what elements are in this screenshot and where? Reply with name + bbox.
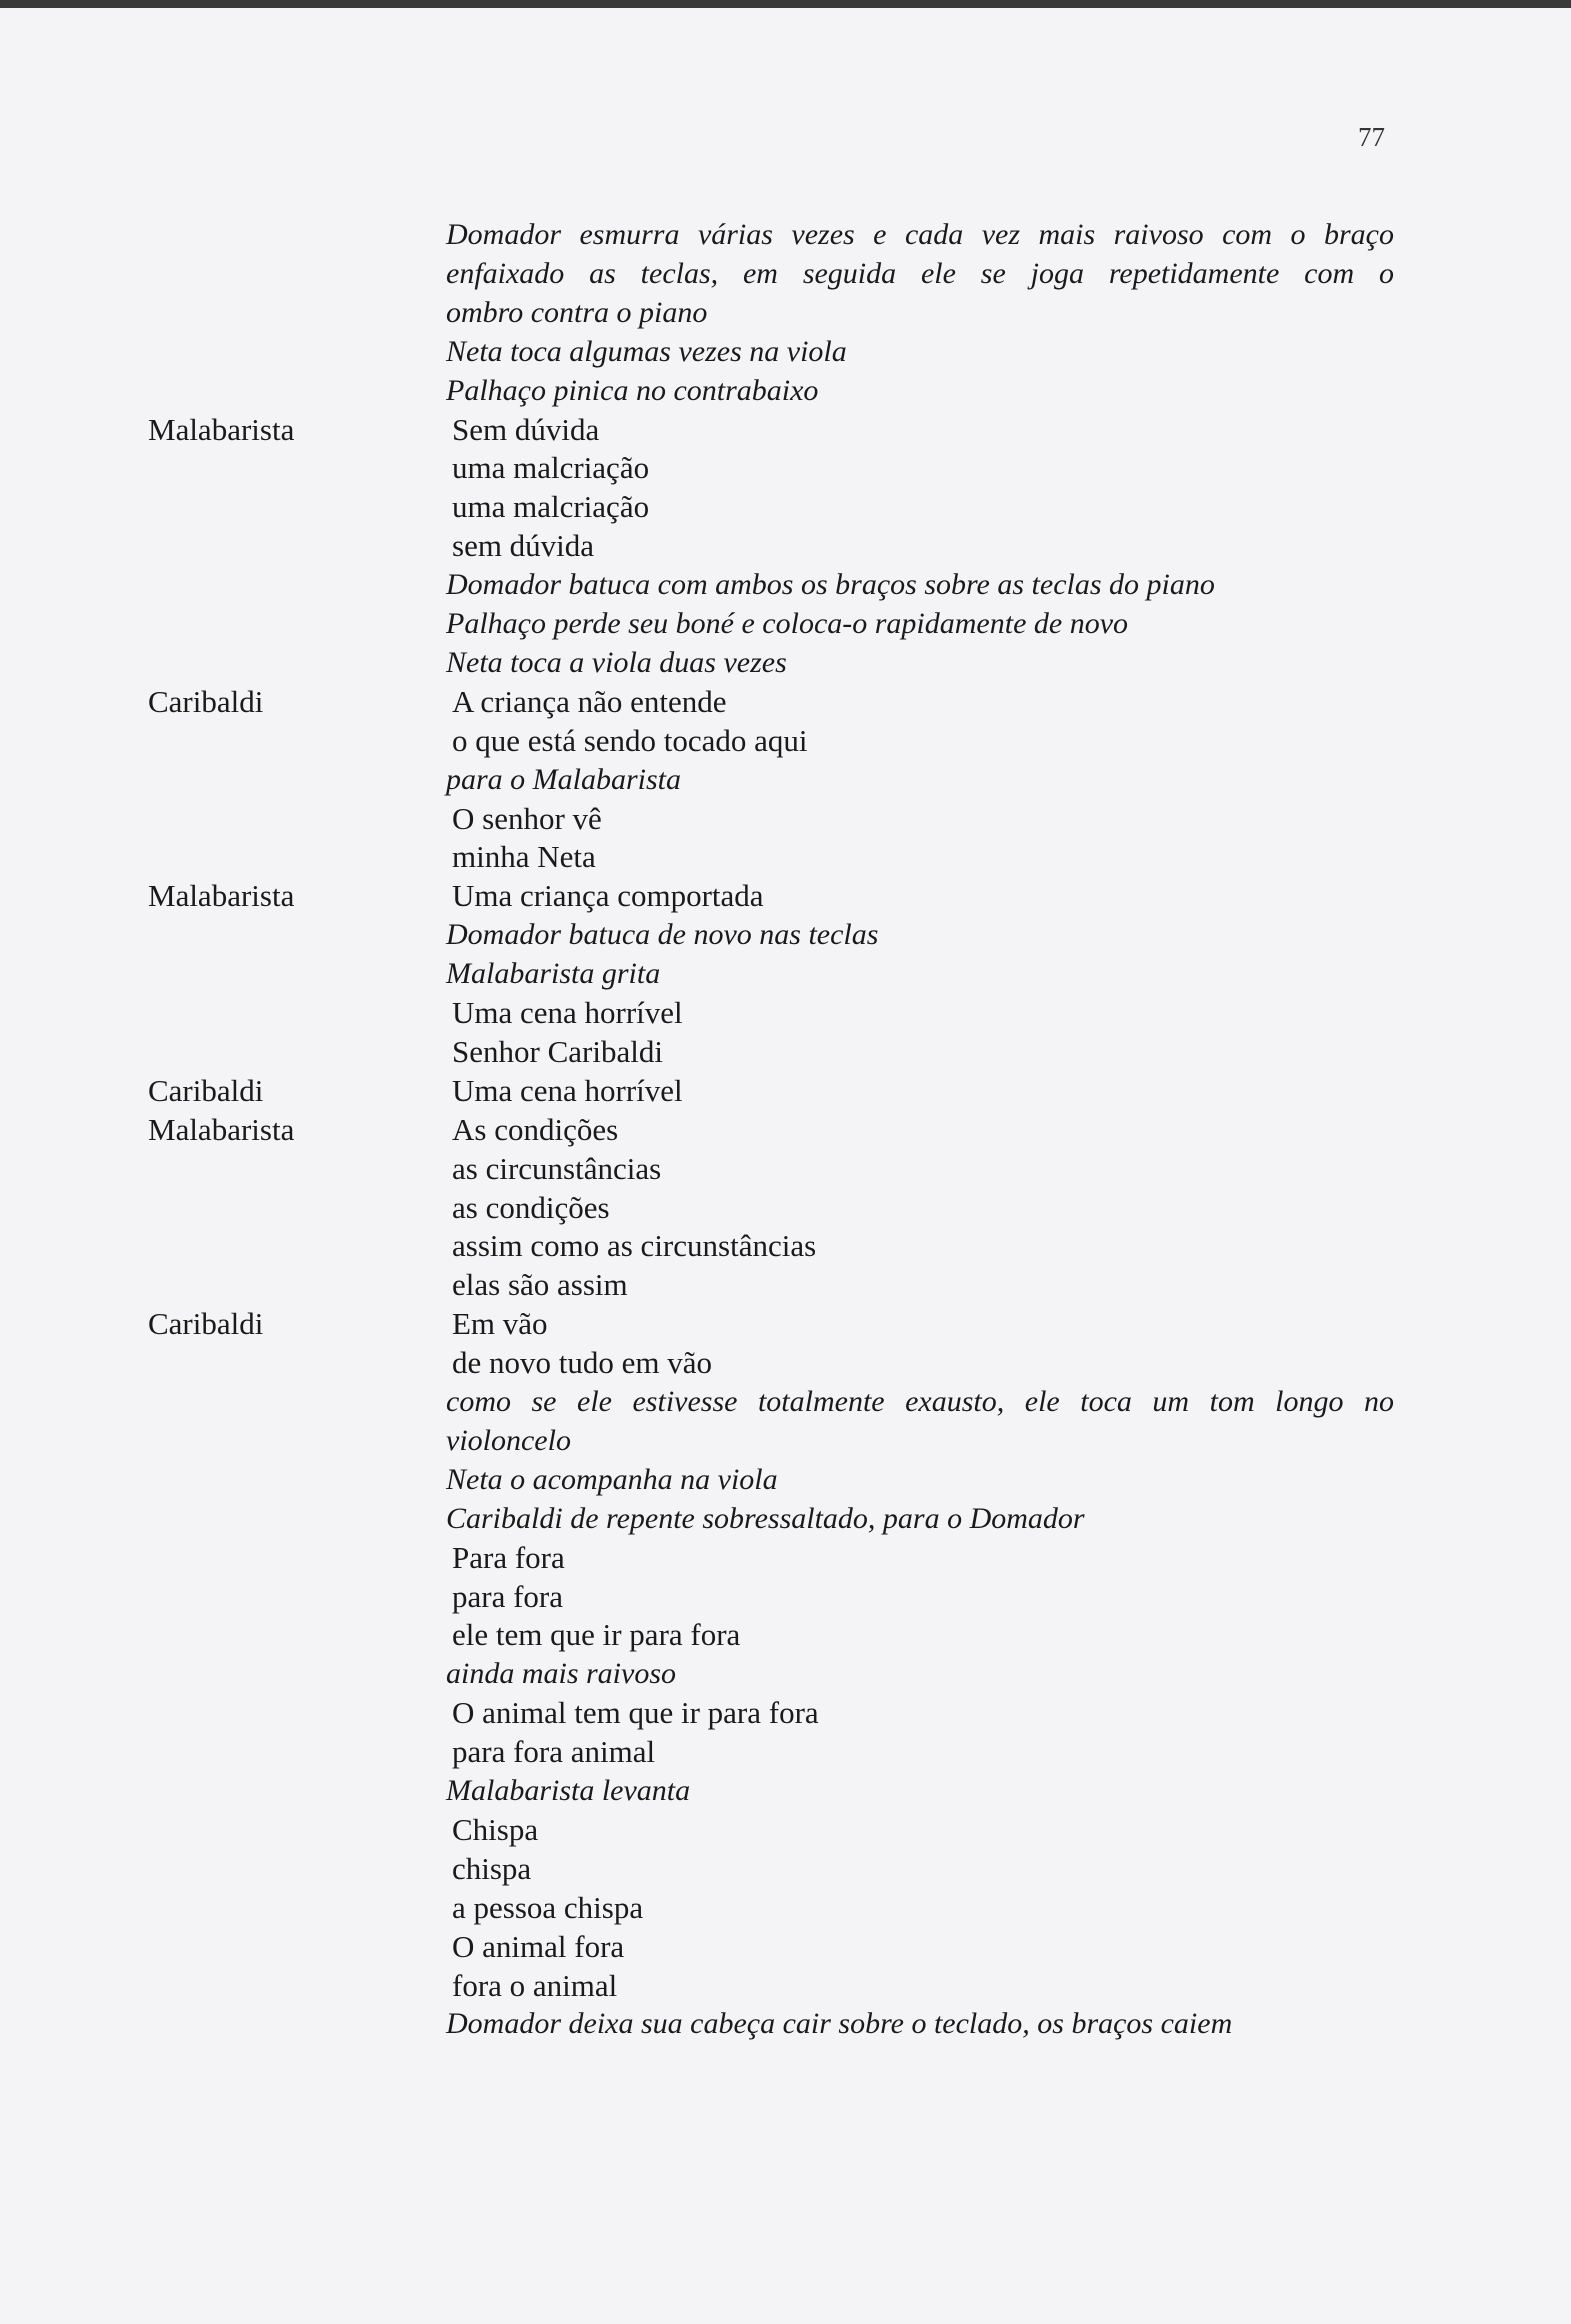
dialogue-line: chispa [452, 1851, 532, 1886]
stage-direction: Malabarista levanta [446, 1774, 691, 1807]
dialogue-line: uma malcriação [452, 450, 650, 485]
dialogue-line: Uma cena horrível [452, 1073, 683, 1108]
stage-direction: para o Malabarista [446, 763, 682, 796]
dialogue-line: o que está sendo tocado aqui [452, 723, 808, 758]
stage-direction: enfaixado as teclas, em seguida ele se joga repetidamente com o [446, 257, 1394, 290]
dialogue-line: elas são assim [452, 1267, 628, 1302]
stage-direction: Domador batuca com ambos os braços sobre as teclas do piano [446, 568, 1215, 601]
dialogue-line: assim como as circunstâncias [452, 1228, 817, 1263]
dialogue-line: Chispa [452, 1812, 539, 1847]
page-number: 77 [1358, 122, 1385, 152]
dialogue-line: a pessoa chispa [452, 1890, 644, 1925]
speaker-name: Caribaldi [148, 684, 264, 719]
dialogue-line: O animal fora [452, 1929, 625, 1964]
dialogue-line: Em vão [452, 1306, 548, 1341]
dialogue-line: para fora animal [452, 1734, 656, 1769]
dialogue-line: Senhor Caribaldi [452, 1034, 663, 1069]
dialogue-line: de novo tudo em vão [452, 1345, 713, 1380]
stage-direction: ainda mais raivoso [446, 1657, 677, 1690]
dialogue-line: As condições [452, 1112, 619, 1147]
scan-top-edge [0, 0, 1571, 8]
stage-direction: Domador batuca de novo nas teclas [446, 918, 879, 951]
dialogue-line: minha Neta [452, 839, 596, 874]
dialogue-line: Uma cena horrível [452, 995, 683, 1030]
dialogue-line: O animal tem que ir para fora [452, 1695, 819, 1730]
stage-direction: Malabarista grita [446, 957, 661, 990]
stage-direction: Palhaço pinica no contrabaixo [446, 374, 819, 407]
dialogue-line: ele tem que ir para fora [452, 1617, 741, 1652]
stage-direction: ombro contra o piano [446, 296, 708, 329]
speaker-name: Caribaldi [148, 1073, 264, 1108]
dialogue-line: Sem dúvida [452, 412, 600, 447]
stage-direction: Neta o acompanha na viola [446, 1463, 778, 1496]
stage-direction: Palhaço perde seu boné e coloca-o rapidamente de novo [446, 607, 1129, 640]
dialogue-line: A criança não entende [452, 684, 727, 719]
dialogue-line: as condições [452, 1190, 610, 1225]
stage-direction: Domador deixa sua cabeça cair sobre o teclado, os braços caiem [446, 2007, 1233, 2040]
dialogue-line: O senhor vê [452, 801, 602, 836]
dialogue-line: as circunstâncias [452, 1151, 662, 1186]
dialogue-line: uma malcriação [452, 489, 650, 524]
dialogue-line: sem dúvida [452, 528, 595, 563]
speaker-name: Malabarista [148, 878, 295, 913]
stage-direction: violoncelo [446, 1424, 571, 1457]
speaker-name: Malabarista [148, 412, 295, 447]
speaker-name: Caribaldi [148, 1306, 264, 1341]
stage-direction: Domador esmurra várias vezes e cada vez mais raivoso com o braço [446, 218, 1394, 251]
dialogue-line: para fora [452, 1579, 563, 1614]
dialogue-line: Para fora [452, 1540, 565, 1575]
stage-direction: Caribaldi de repente sobressaltado, para o Domador [446, 1502, 1085, 1535]
stage-direction: Neta toca algumas vezes na viola [446, 335, 847, 368]
dialogue-line: Uma criança comportada [452, 878, 764, 913]
dialogue-line: fora o animal [452, 1968, 618, 2003]
speaker-name: Malabarista [148, 1112, 295, 1147]
stage-direction: Neta toca a viola duas vezes [446, 646, 787, 679]
stage-direction: como se ele estivesse totalmente exausto, ele toca um tom longo no [446, 1385, 1394, 1418]
